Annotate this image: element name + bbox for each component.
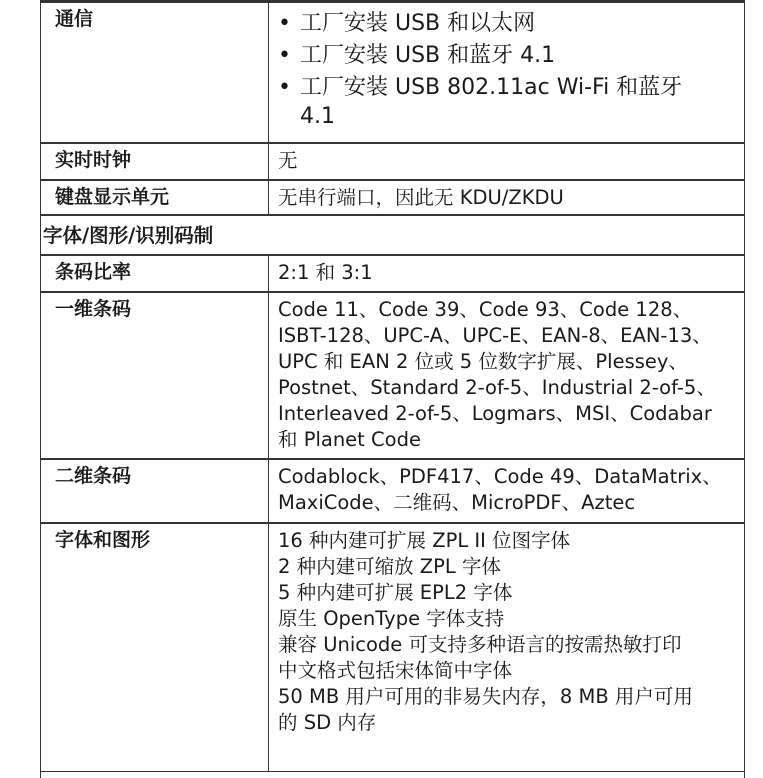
- row-communication: [41, 3, 744, 144]
- column-divider: [268, 293, 269, 458]
- row-value: Code 11、Code 39、Code 93、Code 128、ISBT-128、UPC-A、UPC-E、EAN-8、EAN-13、UPC 和 EAN 2 位或 5 位数字扩展、Plessey、Postnet、Standard 2-of-5、Industrial 2-of-5、Interleaved 2-of-5、Logmars、MSI、Codabar 和 Planet Code: [278, 298, 716, 451]
- row-label: 键盘显示单元: [55, 186, 170, 208]
- row-label: 通信: [55, 8, 94, 30]
- row-linear-barcodes: [41, 293, 744, 460]
- row-fonts-and-graphics: [41, 524, 744, 772]
- bullet-icon: •: [278, 11, 291, 36]
- list-item: 50 MB 用户可用的非易失内存，8 MB 用户可用的 SD 内存: [278, 685, 693, 734]
- spec-table: [40, 0, 745, 778]
- list-item: • 工厂安装 USB 和蓝牙 4.1: [278, 43, 556, 68]
- row-value: Codablock、PDF417、Code 49、DataMatrix、MaxiCode、二维码、MicroPDF、Aztec: [278, 465, 722, 514]
- bullet-icon: •: [278, 43, 291, 68]
- section-header-row: [41, 216, 744, 256]
- row-value: 2:1 和 3:1: [278, 261, 373, 284]
- column-divider: [268, 256, 269, 291]
- row-2d-barcodes: [41, 460, 744, 524]
- row-value: 无串行端口，因此无 KDU/ZKDU: [278, 186, 564, 209]
- row-label: 字体和图形: [55, 529, 151, 551]
- row-label: 实时时钟: [55, 149, 132, 171]
- row-keyboard-display-unit: [41, 181, 744, 216]
- column-divider: [268, 144, 269, 179]
- row-label: 一维条码: [55, 298, 132, 320]
- row-label: 条码比率: [55, 261, 132, 283]
- bullet-icon: •: [278, 75, 291, 100]
- list-item: 16 种内建可扩展 ZPL II 位图字体: [278, 529, 571, 552]
- row-value: [278, 9, 736, 131]
- row-real-time-clock: [41, 144, 744, 181]
- list-item: 2 种内建可缩放 ZPL 字体: [278, 555, 501, 578]
- column-divider: [268, 524, 269, 771]
- list-item: 原生 OpenType 字体支持: [278, 607, 505, 630]
- column-divider: [268, 3, 269, 142]
- section-heading: 字体/图形/识别码制: [43, 224, 214, 247]
- list-item: 兼容 Unicode 可支持多种语言的按需热敏打印: [278, 633, 682, 656]
- column-divider: [268, 181, 269, 214]
- row-value: 无: [278, 149, 298, 172]
- list-item: 5 种内建可扩展 EPL2 字体: [278, 581, 513, 604]
- list-item: • 工厂安装 USB 802.11ac Wi-Fi 和蓝牙 4.1: [278, 75, 683, 129]
- row-barcode-ratio: [41, 256, 744, 293]
- column-divider: [268, 460, 269, 522]
- row-label: 二维条码: [55, 465, 132, 487]
- list-item: • 工厂安装 USB 和以太网: [278, 11, 536, 36]
- row-value: [278, 528, 736, 736]
- list-item: 中文格式包括宋体简中字体: [278, 659, 513, 682]
